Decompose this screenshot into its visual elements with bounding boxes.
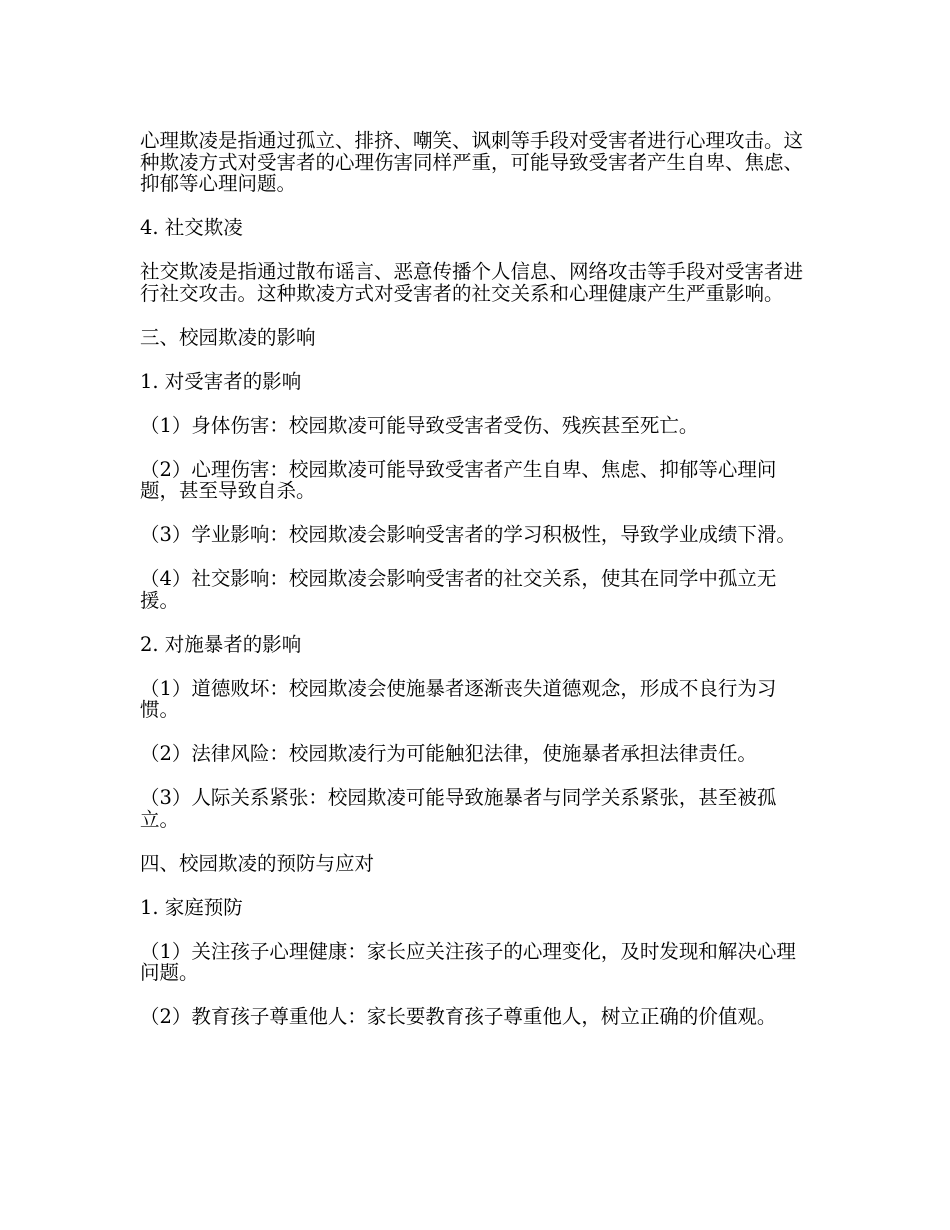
list-item-legal-risk: （2）法律风险：校园欺凌行为可能触犯法律，使施暴者承担法律责任。 [140,742,757,765]
heading-impact-on-perpetrators: 2. 对施暴者的影响 [140,632,302,656]
section-heading-impact: 三、校园欺凌的影响 [140,325,316,349]
list-item-psychological-harm: （2）心理伤害：校园欺凌可能导致受害者产生自卑、焦虑、抑郁等心理问题，甚至导致自杀。 [140,457,777,502]
heading-family-prevention: 1. 家庭预防 [140,895,243,919]
list-item-mental-health: （1）关注孩子心理健康：家长应关注孩子的心理变化，及时发现和解决心理问题。 [140,939,796,984]
paragraph-psychological-bullying: 心理欺凌是指通过孤立、排挤、嘲笑、讽刺等手段对受害者进行心理攻击。这种欺凌方式对受害者的心理伤害同样严重，可能导致受害者产生自卑、焦虑、抑郁等心理问题。 [140,129,804,195]
list-item-relationship-tension: （3）人际关系紧张：校园欺凌可能导致施暴者与同学关系紧张，甚至被孤立。 [140,786,777,831]
list-item-physical-harm: （1）身体伤害：校园欺凌可能导致受害者受伤、残疾甚至死亡。 [140,413,699,437]
list-item-moral-decay: （1）道德败坏：校园欺凌会使施暴者逐渐丧失道德观念，形成不良行为习惯。 [140,676,777,721]
document-body [140,130,812,1050]
heading-impact-on-victims: 1. 对受害者的影响 [140,369,302,393]
list-item-academic-impact: （3）学业影响：校园欺凌会影响受害者的学习积极性，导致学业成绩下滑。 [140,523,796,546]
list-item-social-impact: （4）社交影响：校园欺凌会影响受害者的社交关系，使其在同学中孤立无援。 [140,567,777,612]
heading-social-bullying: 4. 社交欺凌 [140,216,243,239]
list-item-respect-others: （2）教育孩子尊重他人：家长要教育孩子尊重他人，树立正确的价值观。 [140,1005,777,1028]
paragraph-social-bullying: 社交欺凌是指通过散布谣言、恶意传播个人信息、网络攻击等手段对受害者进行社交攻击。这种欺凌方式对受害者的社交关系和心理健康产生严重影响。 [140,260,804,305]
section-heading-prevention: 四、校园欺凌的预防与应对 [140,851,375,875]
